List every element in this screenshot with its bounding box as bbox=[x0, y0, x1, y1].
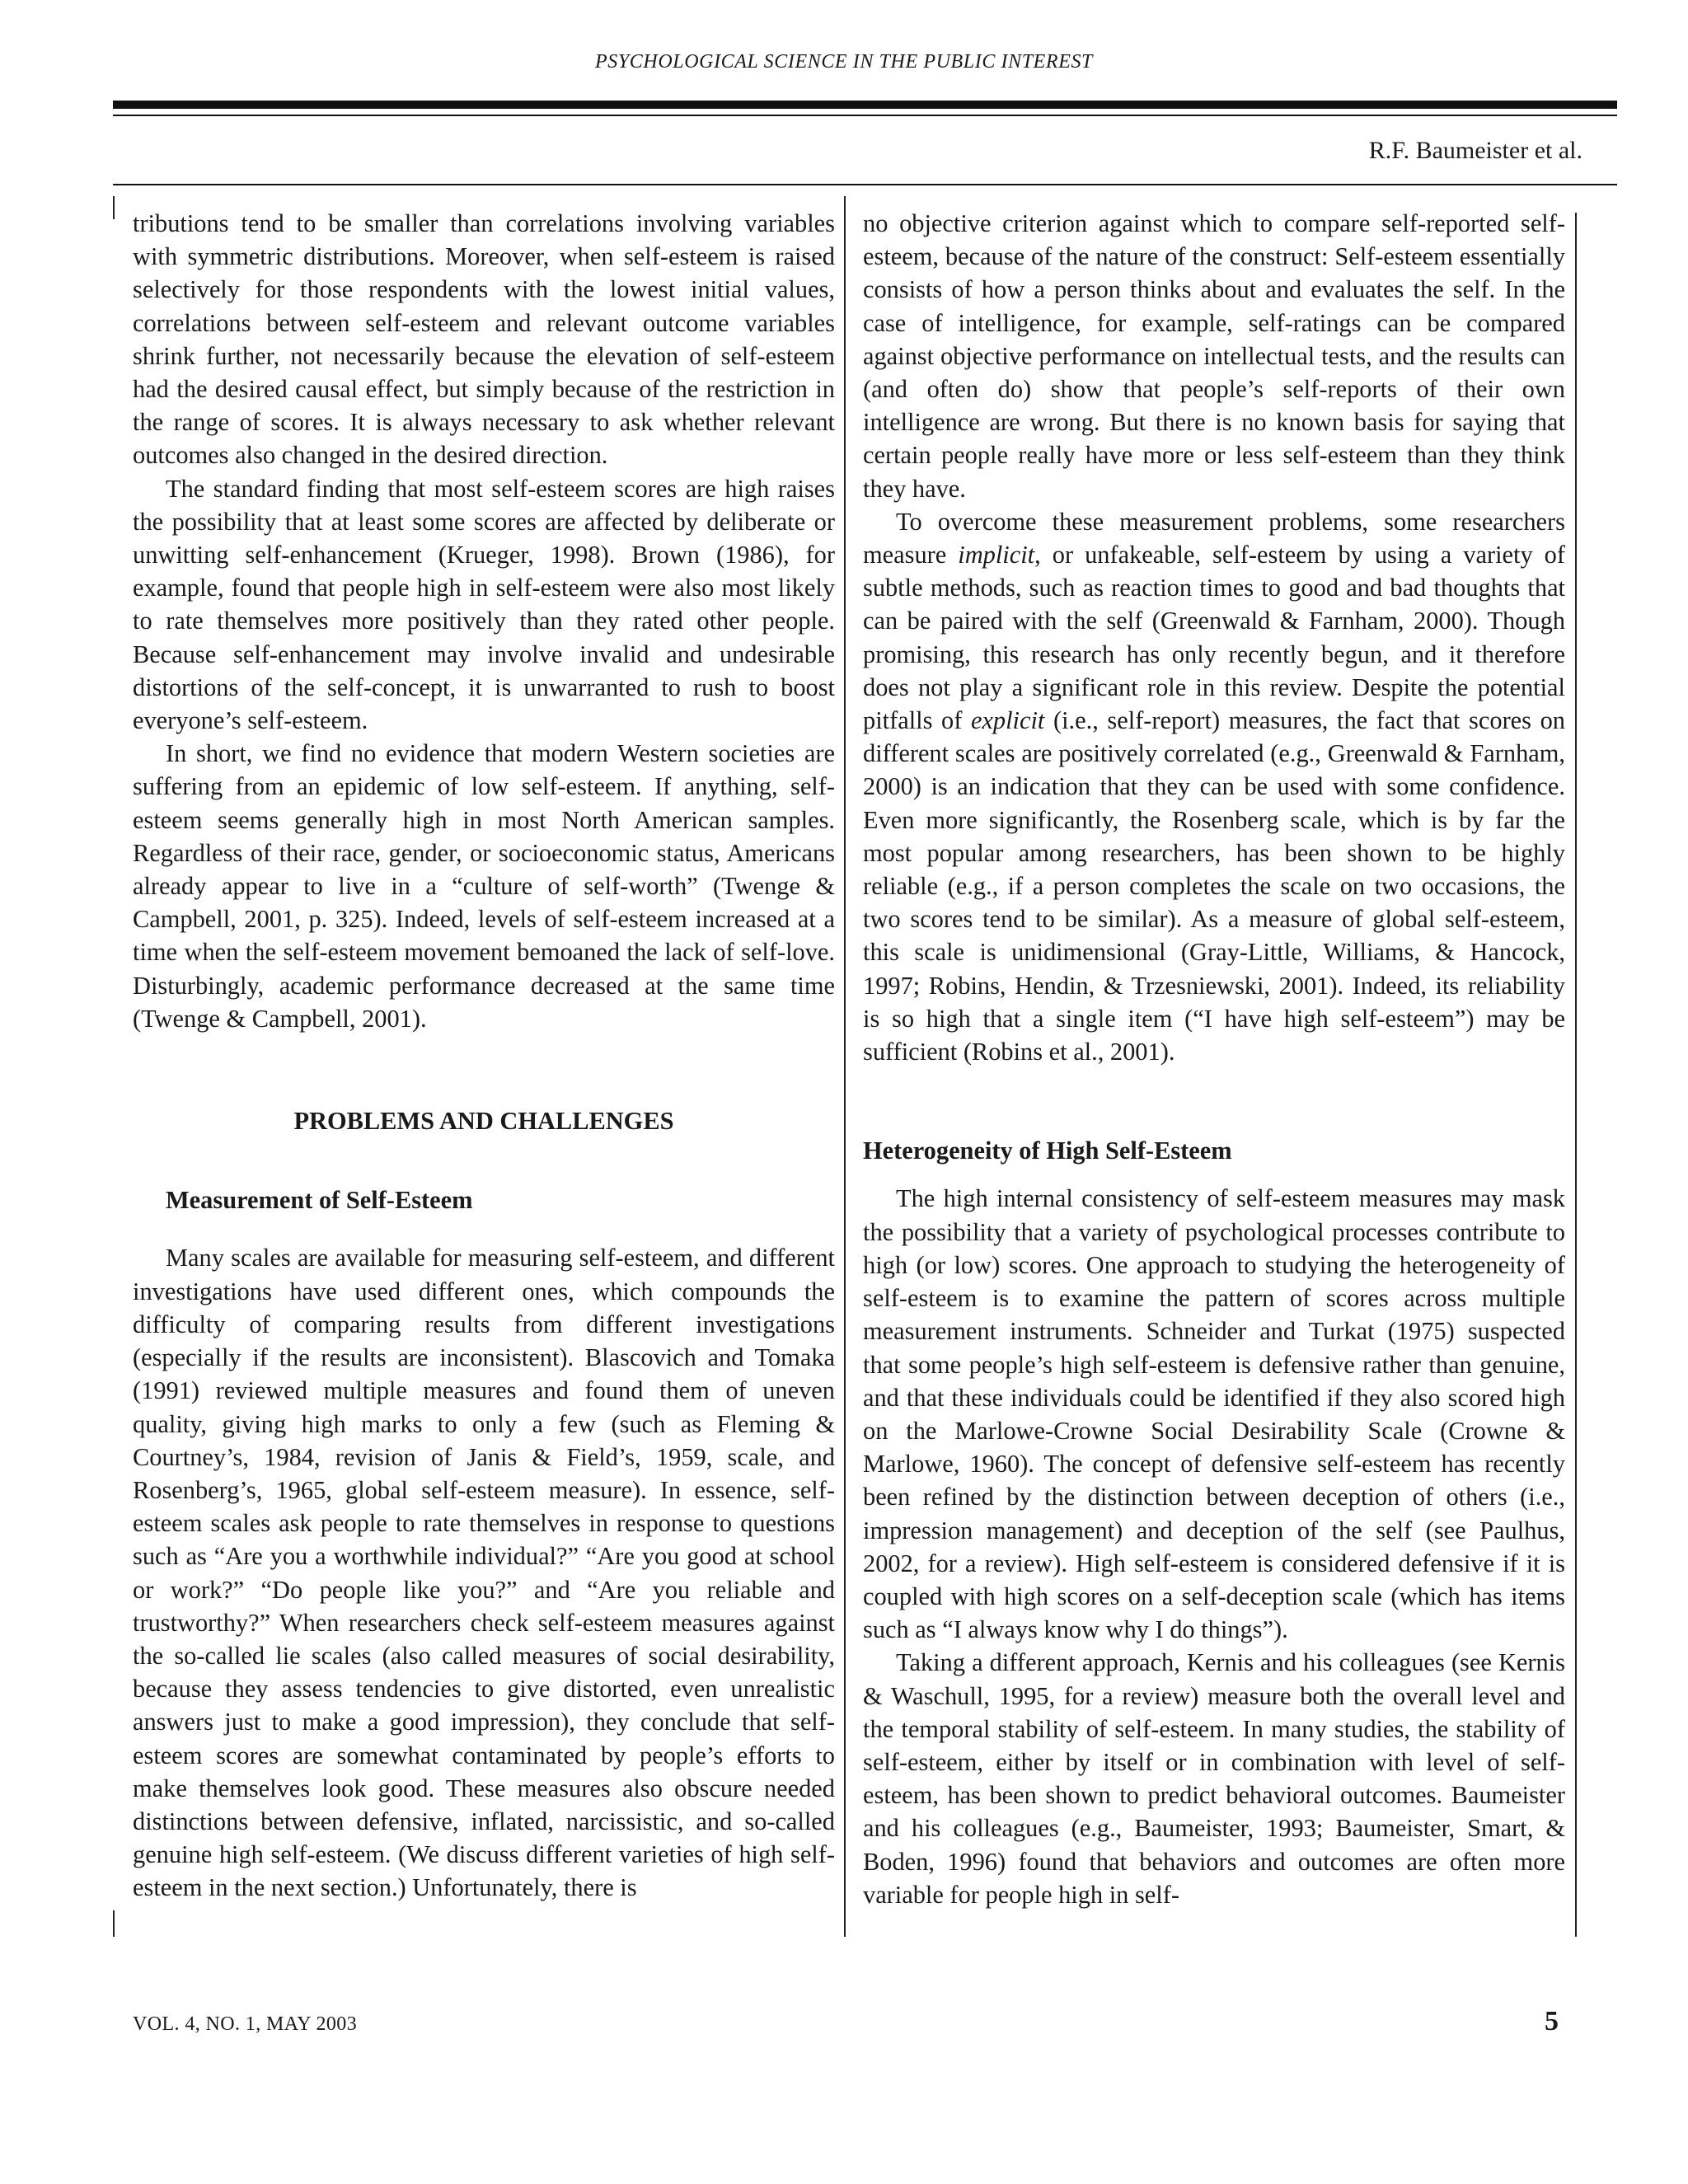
emphasis: implicit bbox=[958, 541, 1035, 569]
paragraph bbox=[863, 505, 1565, 1068]
left-margin-rule-bottom bbox=[113, 1910, 115, 1937]
subsection-heading: Measurement of Self-Esteem bbox=[166, 1186, 473, 1215]
running-head-rule bbox=[113, 184, 1617, 185]
header-rule-thin bbox=[113, 115, 1617, 116]
paragraph: no objective criterion against which to compare self-reported self-esteem, because of the nature of the construct: Self-esteem essentially consists of how a person thinks about and evaluates the self. In the case of intelligence, for example, self-ratings can be compared against objective performance on intellectual tests, and the results can (and often do) show that people’s self-reports of their own intelligence are wrong. But there is no known basis for saying that certain people really have more or less self-esteem than they think they have. bbox=[863, 209, 1565, 503]
right-margin-rule bbox=[1575, 213, 1577, 1937]
text-run: , or unfakeable, self-esteem by using a variety of subtle methods, such as reaction times to good and bad thoughts that can be paired with the self (Greenwald & Farnham, 2000). Though promising, this research has only recently begun, and it therefore does not play a significant role in this review. Despite the potential pitfalls of bbox=[863, 541, 1565, 735]
paragraph: In short, we find no evidence that modern Western societies are suffering from an epidemic of low self-esteem. If anything, self-esteem seems generally high in most North American samples. Regardless of their race, gender, or socioeconomic status, Americans already appear to live in a “culture of self-worth” (Twenge & Campbell, 2001, p. 325). Indeed, levels of self-esteem increased at a time when the self-esteem movement bemoaned the lack of self-love. Disturbingly, academic performance decreased at the same time (Twenge & Campbell, 2001). bbox=[133, 739, 835, 1033]
paragraph: The standard finding that most self-esteem scores are high raises the possibility that at least some scores are affected by deliberate or unwitting self-enhancement (Krueger, 1998). Brown (1986), for example, found that people high in self-esteem were also most likely to rate themselves more positively than they rated other people. Because self-enhancement may involve invalid and undesirable distortions of the self-concept, it is unwarranted to rush to boost everyone’s self-esteem. bbox=[133, 474, 835, 735]
footer-volume: VOL. 4, NO. 1, MAY 2003 bbox=[133, 2013, 358, 2035]
paragraph: tributions tend to be smaller than correlations involving variables with symmetric distributions. Moreover, when self-esteem is raised selectively for those respondents with the lowest initial values, correlations between self-esteem and relevant outcome variables shrink further, not necessarily because the elevation of self-esteem had the desired causal effect, but simply because of the restriction in the range of scores. It is always necessary to ask whether relevant outcomes also changed in the desired direction. bbox=[133, 209, 835, 470]
column-divider-rule bbox=[844, 196, 846, 1937]
spacer bbox=[863, 1068, 1565, 1101]
header-rule-thick bbox=[113, 101, 1617, 109]
right-column bbox=[863, 207, 1565, 1911]
page-number: 5 bbox=[1545, 2006, 1559, 2036]
left-column bbox=[133, 207, 835, 1905]
paragraph: The high internal consistency of self-esteem measures may mask the possibility that a variety of psychological processes contribute to high (or low) scores. One approach to studying the heterogeneity of self-esteem is to examine the pattern of scores across multiple measurement instruments. Schneider and Turkat (1975) suspected that some people’s high self-esteem is defensive rather than genuine, and that these individuals could be identified if they also scored high on the Marlowe-Crowne Social Desirability Scale (Crowne & Marlowe, 1960). The concept of defensive self-esteem has recently been refined by the distinction between deception of others (i.e., impression management) and deception of the self (see Paulhus, 2002, for a review). High self-esteem is considered defensive if it is coupled with high scores on a self-deception scale (which has items such as “I always know why I do things”). bbox=[863, 1184, 1565, 1644]
left-margin-rule bbox=[113, 196, 115, 219]
paragraph: Taking a different approach, Kernis and his colleagues (see Kernis & Waschull, 1995, for a review) measure both the overall level and the temporal stability of self-esteem. In many studies, the stability of self-esteem, either by itself or in combination with level of self-esteem, has been shown to predict behavioral outcomes. Baumeister and his colleagues (e.g., Baumeister, 1993; Baumeister, Smart, & Boden, 1996) found that behaviors and outcomes are often more variable for people high in self- bbox=[863, 1648, 1565, 1909]
section-heading: PROBLEMS AND CHALLENGES bbox=[293, 1107, 674, 1136]
subsection-heading: Heterogeneity of High Self-Esteem bbox=[863, 1137, 1232, 1165]
running-head-authors: R.F. Baumeister et al. bbox=[1368, 137, 1582, 164]
text-run: (i.e., self-report) measures, the fact that scores on different scales are positively correlated (e.g., Greenwald & Farnham, 2000) is an indication that they can be used with some confidence. Even more significantly, the Rosenberg scale, which is by far the most popular among researchers, has been shown to be highly reliable (e.g., if a person completes the scale on two occasions, the two scores tend to be similar). As a measure of global self-esteem, this scale is unidimensional (Gray-Little, Williams, & Hancock, 1997; Robins, Hendin, & Trzesniewski, 2001). Indeed, its reliability is so high that a single item (“I have high self-esteem”) may be sufficient (Robins et al., 2001). bbox=[863, 706, 1565, 1066]
emphasis: explicit bbox=[970, 706, 1045, 735]
paragraph: Many scales are available for measuring self-esteem, and different investigations have used different ones, which compounds the difficulty of comparing results from different investigations (especially if the results are inconsistent). Blascovich and Tomaka (1991) reviewed multiple measures and found them of uneven quality, giving high marks to only a few (such as Fleming & Courtney’s, 1984, revision of Janis & Field’s, 1959, scale, and Rosenberg’s, 1965, global self-esteem measure). In essence, self-esteem scales ask people to rate themselves in response to questions such as “Are you a worthwhile individual?” “Are you good at school or work?” “Do people like you?” and “Are you reliable and trustworthy?” When researchers check self-esteem measures against the so-called lie scales (also called measures of social desirability, because they assess tendencies to give distorted, even unrealistic answers just to make a good impression), they conclude that self-esteem scores are somewhat contaminated by people’s efforts to make themselves look good. These measures also obscure needed distinctions between defensive, inflated, narcissistic, and so-called genuine high self-esteem. (We discuss different varieties of high self-esteem in the next section.) Unfortunately, there is bbox=[133, 1244, 835, 1902]
text-run: To overcome these measurement problems, some researchers measure bbox=[863, 507, 1565, 569]
journal-title: PSYCHOLOGICAL SCIENCE IN THE PUBLIC INTEREST bbox=[594, 51, 1094, 73]
